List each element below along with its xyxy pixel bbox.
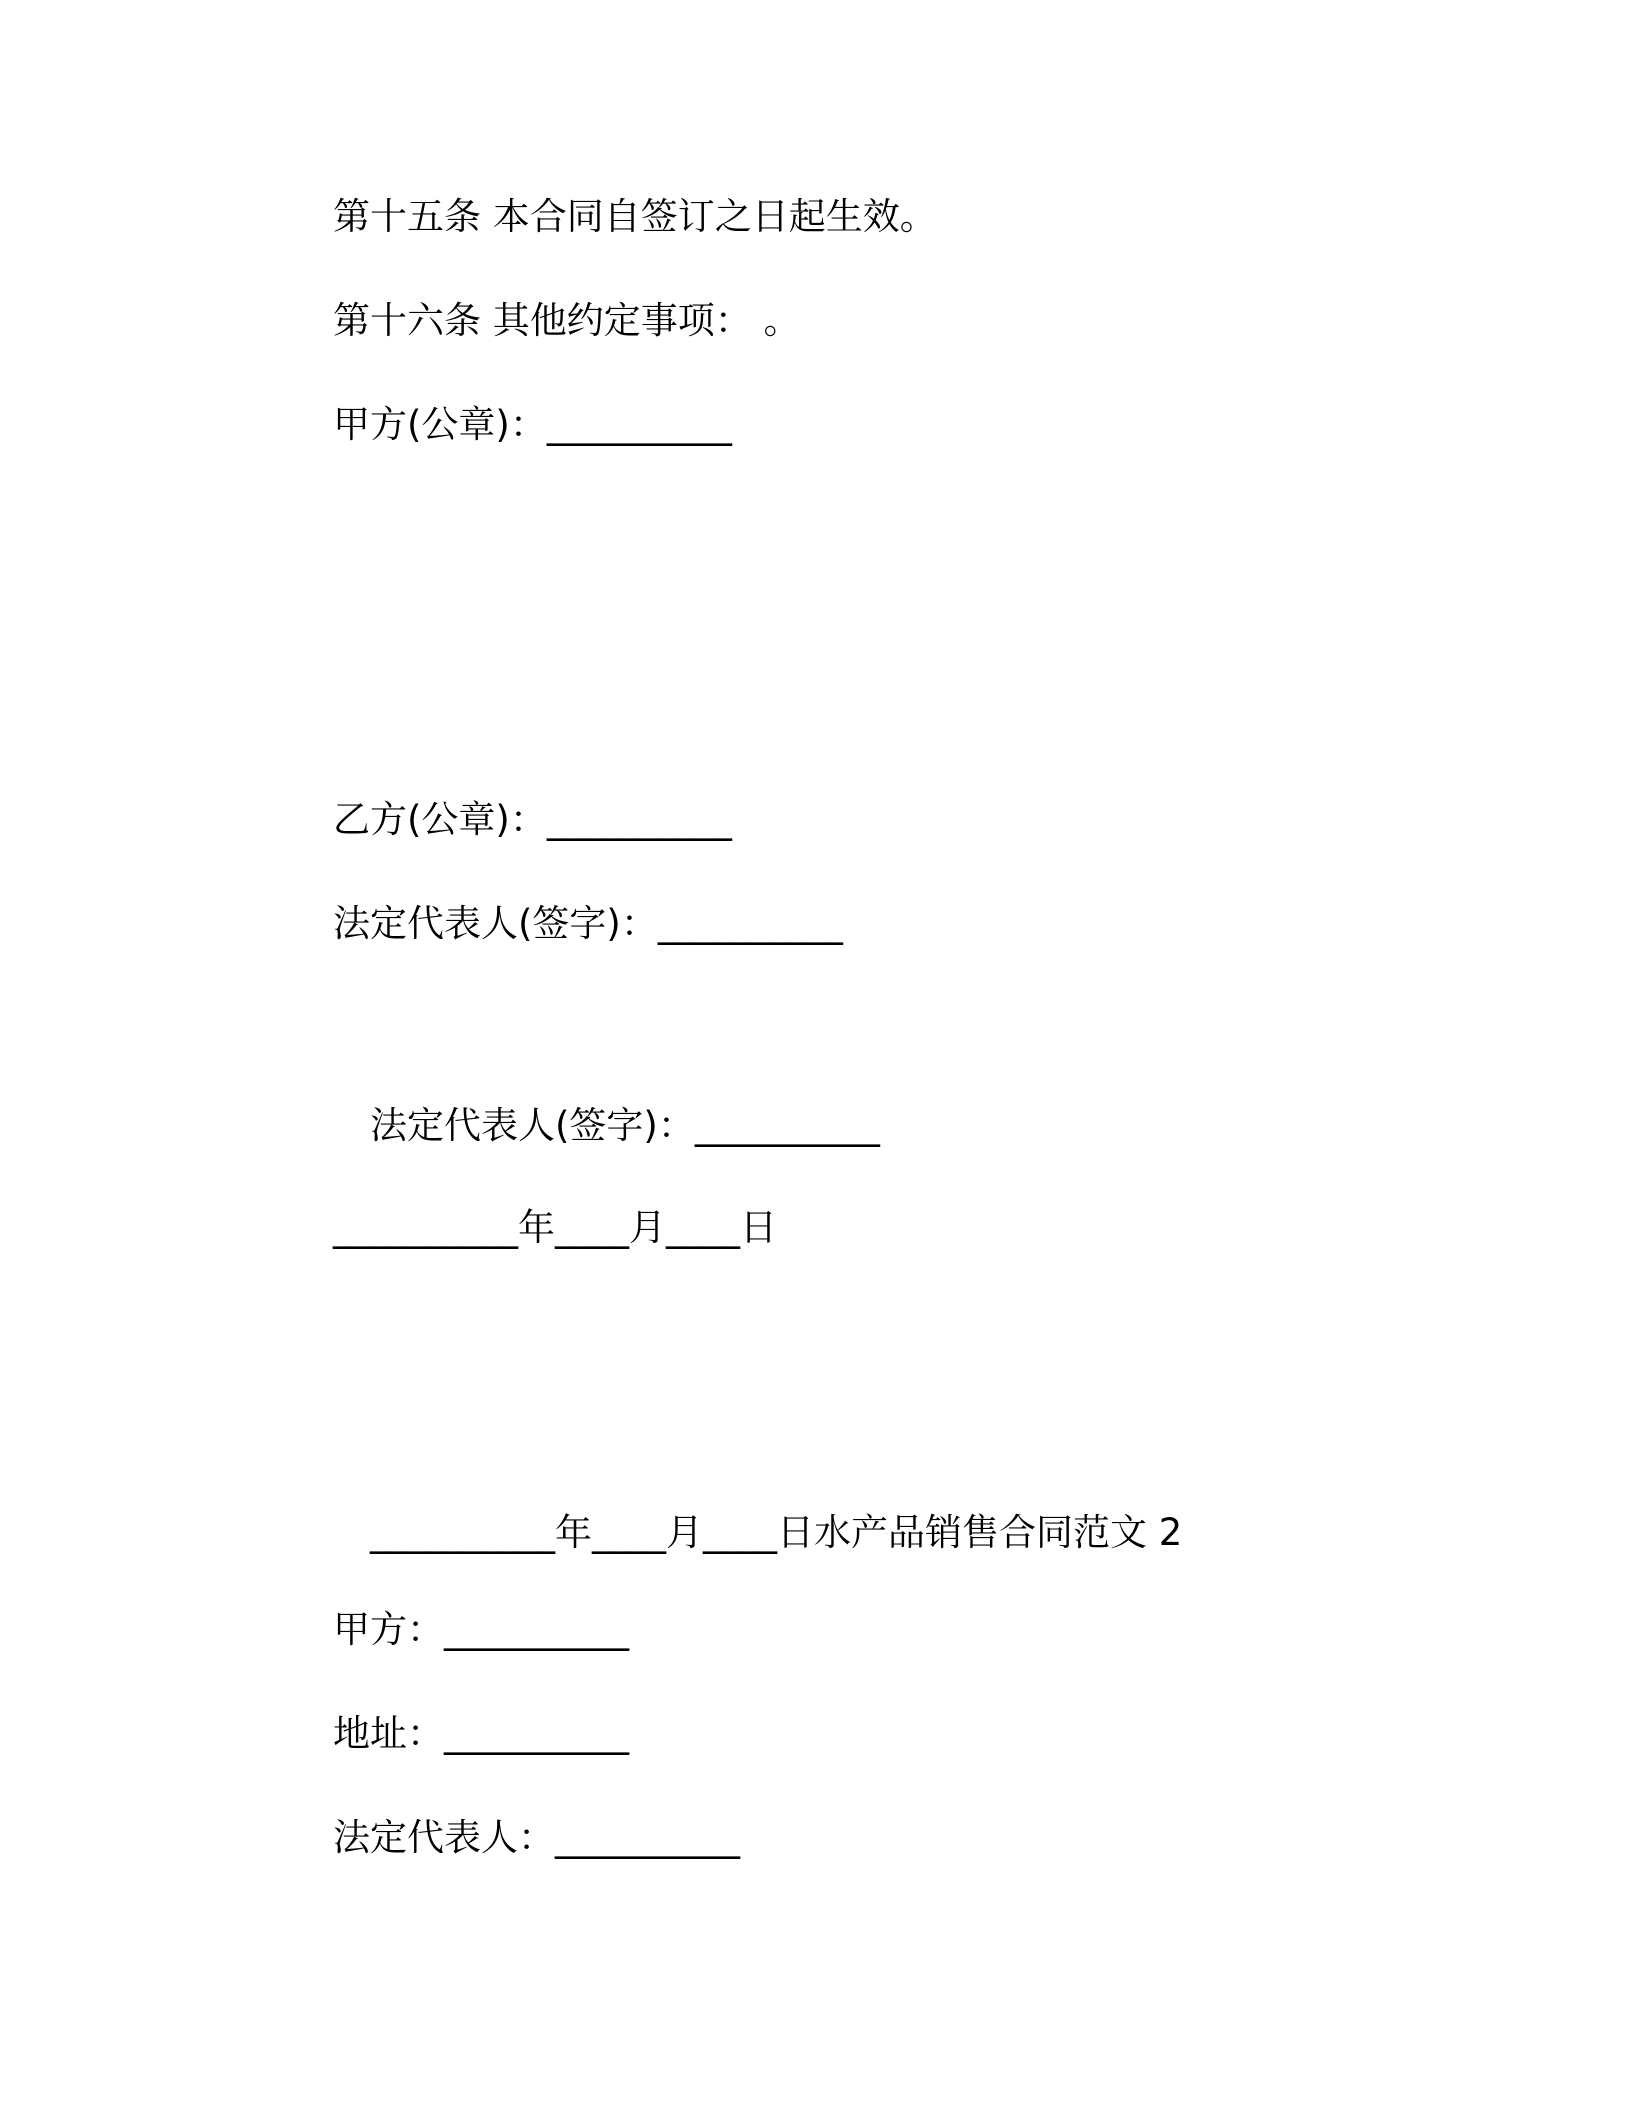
legal-representative-line: 法定代表人：__________ <box>333 1816 740 1859</box>
address-line: 地址：__________ <box>333 1712 629 1755</box>
article-15-text: 第十五条 本合同自签订之日起生效。 <box>333 195 937 238</box>
article-16-text: 第十六条 其他约定事项： 。 <box>333 299 801 342</box>
date-and-contract-title-line: __________年____月____日水产品销售合同范文 2 <box>370 1511 1183 1554</box>
legal-rep-signature-line-2: 法定代表人(签字)：__________ <box>370 1104 880 1147</box>
party-b-seal-line: 乙方(公章)：__________ <box>333 798 732 841</box>
party-a-line: 甲方：__________ <box>333 1608 629 1651</box>
legal-rep-signature-line: 法定代表人(签字)：__________ <box>333 902 843 945</box>
party-a-seal-line: 甲方(公章)：__________ <box>333 403 732 446</box>
date-line: __________年____月____日 <box>333 1206 777 1249</box>
